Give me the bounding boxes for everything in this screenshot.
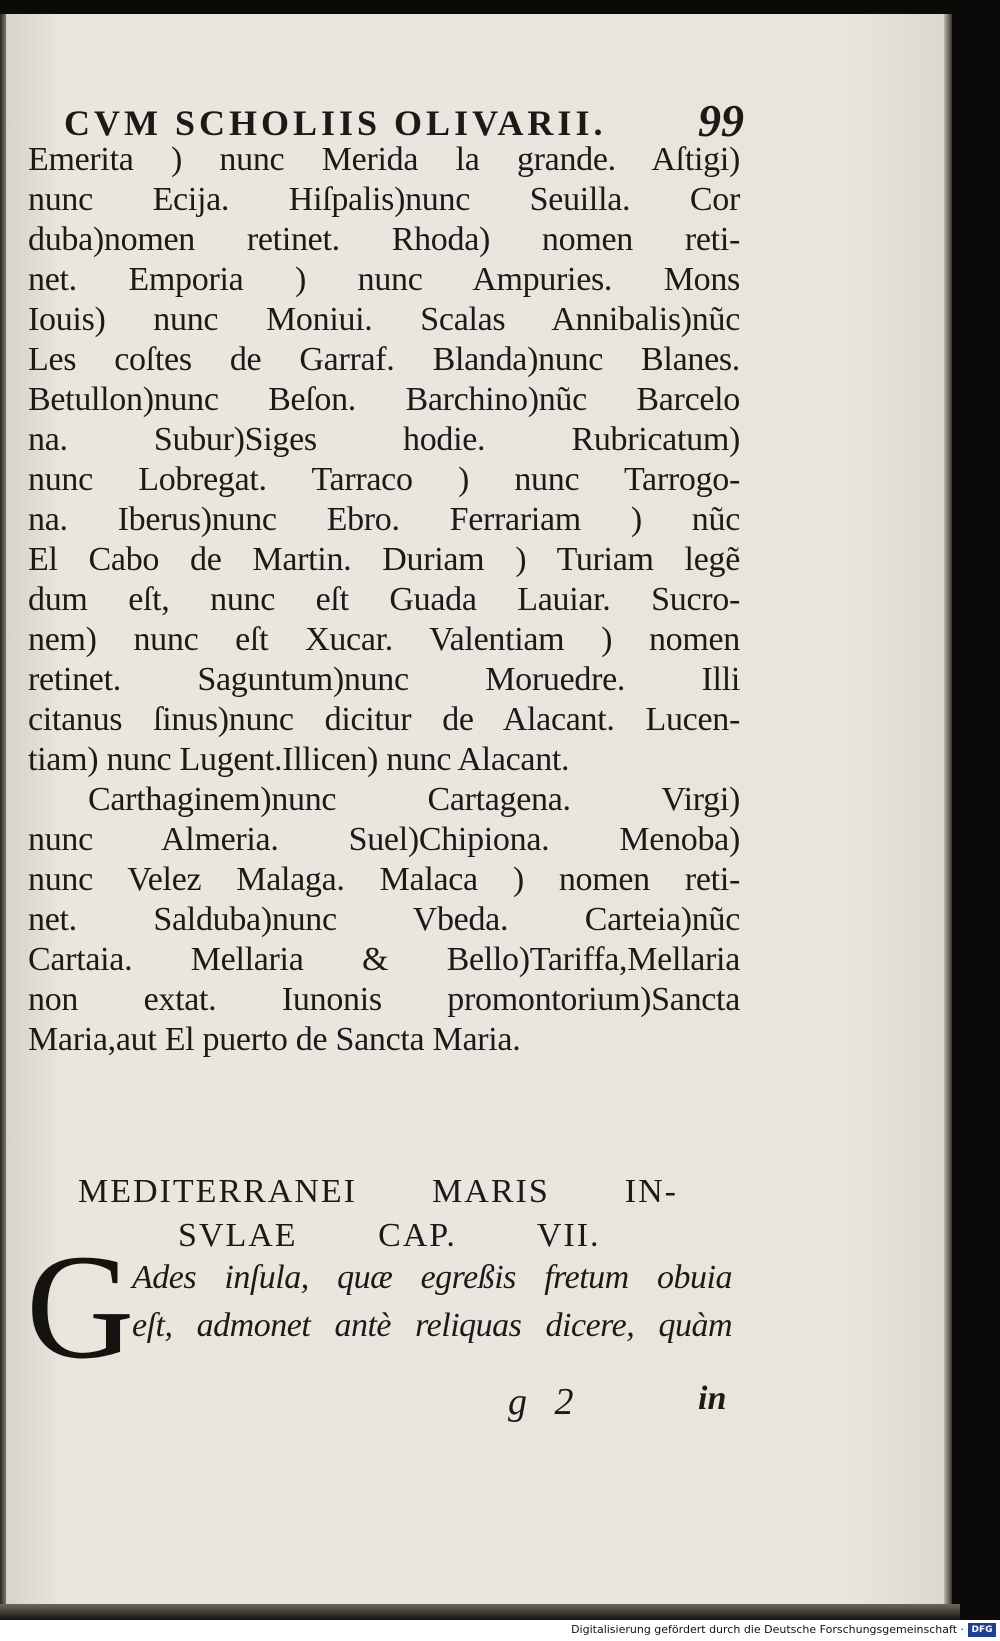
text-line: na. Iberus)nunc Ebro. Ferrariam ) nũc <box>28 501 740 538</box>
text-line: Emerita ) nunc Merida la grande. Aſtigi) <box>28 141 740 178</box>
text-line: non extat. Iunonis promontorium)Sancta <box>28 981 740 1018</box>
text-line: net. Salduba)nunc Vbeda. Carteia)nũc <box>28 901 740 938</box>
chapter-number: CAP. VII. <box>378 1217 601 1254</box>
text-line: nunc Ecija. Hiſpalis)nunc Seuilla. Cor <box>28 181 740 218</box>
text-line: Cartaia. Mellaria & Bello)Tariffa,Mellaria <box>28 941 740 978</box>
digitization-footer <box>0 1620 1000 1641</box>
text-line: Iouis) nunc Moniui. Scalas Annibalis)nũc <box>28 301 740 338</box>
catchword: in <box>698 1380 727 1417</box>
text-line: duba)nomen retinet. Rhoda) nomen reti- <box>28 221 740 258</box>
drop-cap: G <box>26 1224 135 1390</box>
dfg-logo: DFG <box>968 1623 996 1637</box>
text-line: dum eſt, nunc eſt Guada Lauiar. Sucro- <box>28 581 740 618</box>
text-line: nem) nunc eſt Xucar. Valentiam ) nomen <box>28 621 740 658</box>
funding-credit: Digitalisierung gefördert durch die Deutsche Forschungsgemeinschaft · <box>571 1623 964 1636</box>
text-line: eſt, admonet antè reliquas dicere, quàm <box>132 1307 732 1344</box>
text-line: na. Subur)Siges hodie. Rubricatum) <box>28 421 740 458</box>
running-head: CVM SCHOLIIS OLIVARII. <box>64 103 607 143</box>
page-bottom-shadow <box>0 1604 960 1620</box>
heading-line <box>78 1214 678 1258</box>
text-line: El Cabo de Martin. Duriam ) Turiam legẽ <box>28 541 740 578</box>
text-line: tiam) nunc Lugent.Illicen) nunc Alacant. <box>28 741 570 778</box>
heading-word: SVLAE <box>178 1217 298 1254</box>
text-line: citanus ſinus)nunc dicitur de Alacant. Lucen- <box>28 701 740 738</box>
folio-number: 99 <box>698 95 744 146</box>
text-line: retinet. Saguntum)nunc Moruedre. Illi <box>28 661 740 698</box>
signature-mark: g 2 <box>508 1381 574 1423</box>
chapter-heading <box>78 1170 678 1258</box>
chapter-text <box>132 1254 732 1350</box>
text-line: net. Emporia ) nunc Ampuries. Mons <box>28 261 740 298</box>
text-line: nunc Lobregat. Tarraco ) nunc Tarrogo- <box>28 461 740 498</box>
commentary-text <box>28 140 740 1060</box>
heading-line: MEDITERRANEI MARIS IN- <box>78 1173 678 1210</box>
page-edge-right <box>944 14 952 1604</box>
text-line: Ades inſula, quæ egreßis fretum obuia <box>132 1259 732 1296</box>
text-line: nunc Velez Malaga. Malaca ) nomen reti- <box>28 861 740 898</box>
text-line: Betullon)nunc Beſon. Barchino)nũc Barcelo <box>28 381 740 418</box>
text-line: Maria,aut El puerto de Sancta Maria. <box>28 1021 521 1058</box>
text-line: Les coſtes de Garraf. Blanda)nunc Blanes. <box>28 341 740 378</box>
text-line: nunc Almeria. Suel)Chipiona. Menoba) <box>28 821 740 858</box>
text-line: Carthaginem)nunc Cartagena. Virgi) <box>88 781 740 818</box>
